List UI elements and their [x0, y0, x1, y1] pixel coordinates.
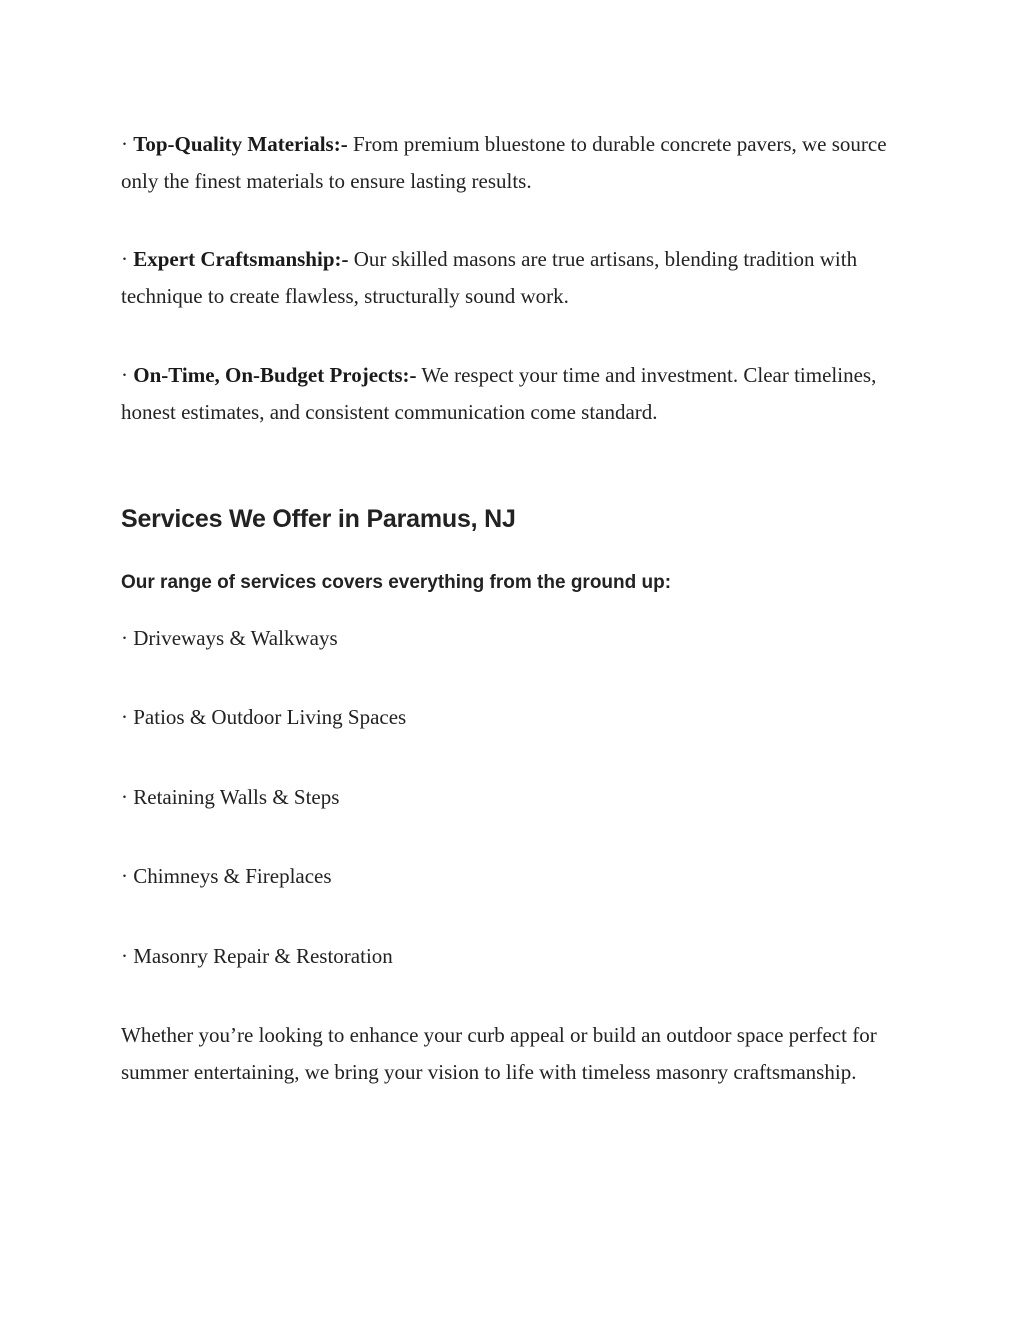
feature-text: Our skilled masons are true artisans, blending tradition with technique to create flawless, structurally sound work.: [121, 247, 858, 308]
service-item: · Masonry Repair & Restoration: [121, 944, 393, 968]
service-item: · Retaining Walls & Steps: [121, 785, 340, 809]
feature-text: From premium bluestone to durable concrete pavers, we source only the finest materials to ensure lasting results.: [121, 132, 887, 193]
service-item: · Driveways & Walkways: [121, 626, 338, 650]
bullet: ·: [121, 363, 128, 387]
feature-title: On-Time, On-Budget Projects:-: [133, 363, 417, 387]
feature-title: Top-Quality Materials:-: [133, 132, 348, 156]
service-item: · Chimneys & Fireplaces: [121, 864, 332, 888]
services-subheading: Our range of services covers everything from the ground up:: [121, 572, 672, 593]
closing-paragraph: Whether you’re looking to enhance your curb appeal or build an outdoor space perfect for summer entertaining, we bring your vision to life with timeless masonry craftsmanship.: [121, 1023, 877, 1084]
feature-paragraph: [121, 357, 911, 430]
service-item: · Patios & Outdoor Living Spaces: [121, 705, 407, 729]
feature-text: We respect your time and investment. Clear timelines, honest estimates, and consistent communication come standard.: [121, 363, 877, 424]
feature-paragraph: [121, 126, 911, 199]
bullet: ·: [121, 132, 128, 156]
feature-title: Expert Craftsmanship:-: [133, 247, 349, 271]
services-heading: Services We Offer in Paramus, NJ: [121, 505, 516, 533]
bullet: ·: [121, 247, 128, 271]
feature-paragraph: [121, 241, 911, 314]
